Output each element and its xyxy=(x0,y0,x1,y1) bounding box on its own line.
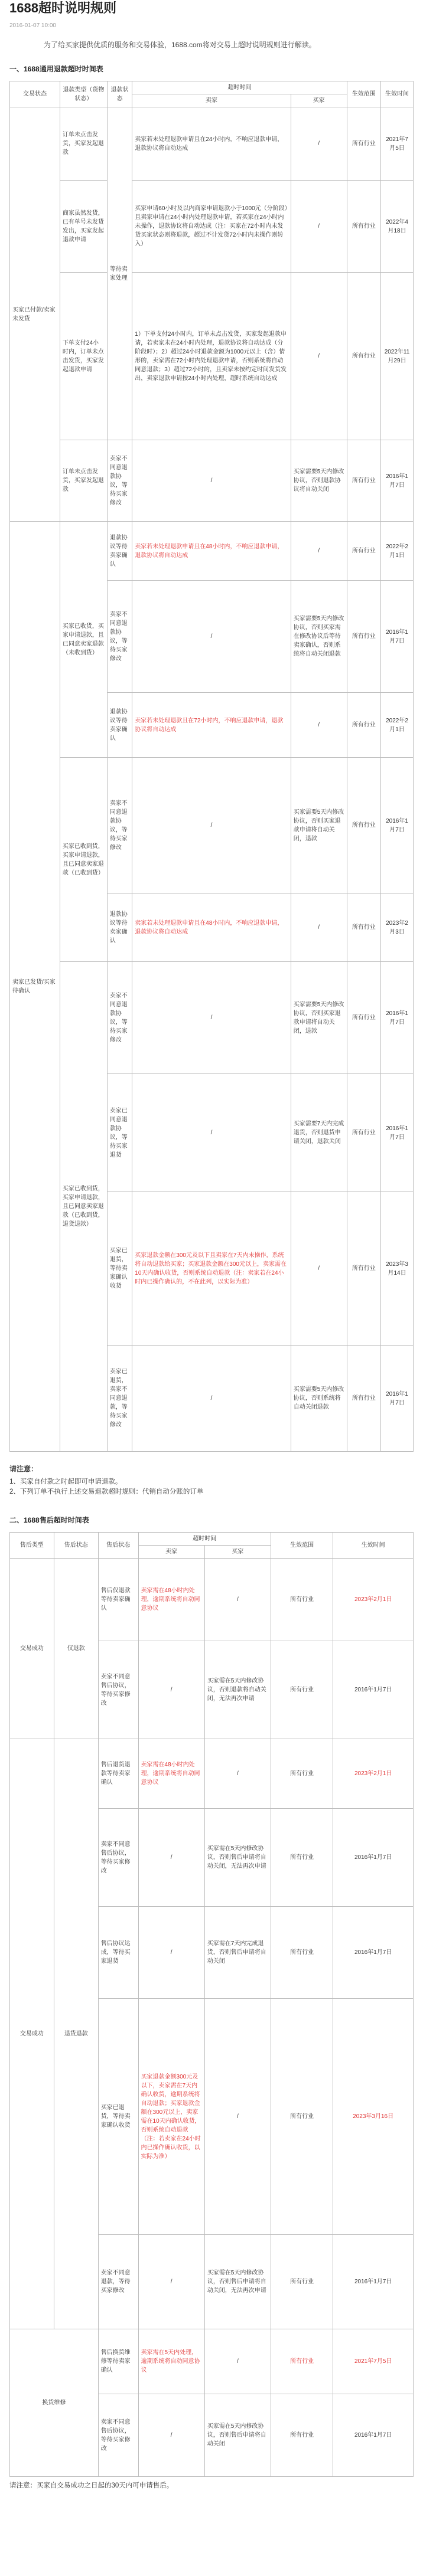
refund-state-cell: 卖家已退货，卖家不同意退款，等待买家修改 xyxy=(107,1346,132,1452)
note-item: 2、下列订单不执行上述交易退款超时规则：代销自动分账的订单 xyxy=(9,1488,204,1495)
col-seller: 买家 xyxy=(204,1546,271,1559)
seller-timeout-cell: 卖家若未处理退款申请且在24小时内，不响应退款申请，退款协议将自动达成 xyxy=(132,107,291,181)
table-header-row xyxy=(10,1533,414,1546)
scope-cell: 所有行业 xyxy=(347,440,380,522)
effective-date-cell: 2022年11月29日 xyxy=(381,273,414,440)
buyer-timeout-cell: 买家需要5天内修改协议，否则退款协议将自动关闭 xyxy=(291,440,347,522)
table-row xyxy=(10,107,414,181)
refund-type-cell: 订单未点击发货，买家发起退款 xyxy=(60,107,107,181)
buyer-timeout-cell: 买家需要5天内修改协议，否则买家退款申请将自动关闭，退款 xyxy=(291,758,347,893)
aftersale-status-cell: 买家已退货，等待卖家确认收货 xyxy=(98,1999,138,2235)
page-title: 1688超时说明规则 xyxy=(9,1,116,15)
seller-timeout-cell: 买家申请60小时及以内商家申请退款小于1000元（分阶段）且卖家申请在24小时内处理退款申请，若买家在24小时内未操作，退款协议将自动达成（注：买家在72小时内未发货买家状态则将退款，超过不计发货72小时内未操作则转入） xyxy=(132,181,291,273)
table-row xyxy=(10,2329,414,2394)
scope-cell: 所有行业 xyxy=(271,1809,333,1907)
buyer-timeout-cell: / xyxy=(291,107,347,181)
note-item: 1、买家自付款之时起即可申请退款。 xyxy=(9,1478,122,1485)
seller-timeout-cell: 买家退款金额在300元及以下且卖家在7天内未操作，系统将自动退款给买家；买家退款金额在300元以上，卖家需在10天内确认收货，否则系统自动退款（注：卖家若在24小时内已操作确认的，不在此列，以实际为准） xyxy=(132,1192,291,1346)
seller-timeout-cell: 卖家需在48小时内处理，逾期系统将自动同意协议 xyxy=(138,1739,204,1809)
buyer-timeout-cell: 买家需要5天内修改协议，否则买家退款申请将自动关闭，退款 xyxy=(291,962,347,1074)
buyer-timeout-cell: / xyxy=(291,181,347,273)
scope-cell: 所有行业 xyxy=(347,758,380,893)
col-timeout: 超时时间 xyxy=(138,1533,271,1546)
refund-state-cell: 等待卖家处理 xyxy=(107,107,132,440)
buyer-timeout-cell: / xyxy=(291,693,347,758)
effective-date-cell: 2023年2月1日 xyxy=(333,1559,414,1641)
section-2-heading: 二、1688售后超时时间表 xyxy=(9,1516,89,1524)
aftersale-status-cell: 卖家不同意售后协议，等待买家修改 xyxy=(98,1641,138,1739)
col-effective: 生效时间 xyxy=(333,1533,414,1559)
scope-cell: 所有行业 xyxy=(271,2329,333,2394)
col-aftersale-status: 售后状态 xyxy=(98,1533,138,1559)
seller-timeout-cell: / xyxy=(132,1346,291,1452)
scope-cell: 所有行业 xyxy=(271,2235,333,2329)
buyer-timeout-cell: 买家需要7天内完成退货，否则退货申请关闭，退款关闭 xyxy=(291,1074,347,1192)
aftersale-subtype-cell: 退货退款 xyxy=(54,1739,98,2329)
table-row xyxy=(10,522,414,581)
aftersale-status-cell: 售后协议达成，等待买家退货 xyxy=(98,1907,138,1999)
effective-date-cell: 2021年7月5日 xyxy=(381,107,414,181)
buyer-timeout-cell: 买家需在5天内修改协议，否则售后申请将自动关闭，无法再次申请 xyxy=(204,1809,271,1907)
scope-cell: 所有行业 xyxy=(347,107,380,181)
buyer-timeout-cell: / xyxy=(291,893,347,962)
seller-timeout-cell: / xyxy=(132,440,291,522)
seller-timeout-cell: 卖家需在5天内处理，逾期系统将自动同意协议 xyxy=(138,2329,204,2394)
refund-state-cell: 卖家已同意退款协议，等待买家退货 xyxy=(107,1074,132,1192)
effective-date-cell: 2016年1月7日 xyxy=(381,962,414,1074)
effective-date-cell: 2023年2月1日 xyxy=(333,1739,414,1809)
effective-date-cell: 2023年3月16日 xyxy=(333,1999,414,2235)
refund-type-cell: 商家虽然发货，已有单号未发货发出，买家发起退款申请 xyxy=(60,181,107,273)
effective-date-cell: 2016年1月7日 xyxy=(333,1907,414,1999)
col-trade-state: 交易状态 xyxy=(10,81,60,107)
section-1-heading: 一、1688通用退款超时时间表 xyxy=(9,65,103,73)
aftersale-status-cell: 卖家不同意售后协议，等待买家修改 xyxy=(98,2394,138,2477)
buyer-timeout-cell: / xyxy=(291,1192,347,1346)
aftersale-timeout-table xyxy=(9,1532,414,2477)
trade-state-cell: 买家已付款/卖家未发货 xyxy=(10,107,60,522)
col-timeout: 超时时间 xyxy=(132,81,347,94)
col-scope: 生效范围 xyxy=(347,81,380,107)
scope-cell: 所有行业 xyxy=(347,1074,380,1192)
scope-cell: 所有行业 xyxy=(347,962,380,1074)
table-row xyxy=(10,440,414,522)
scope-cell: 所有行业 xyxy=(347,893,380,962)
trade-state-cell: 卖家已发货/买家待确认 xyxy=(10,522,60,1452)
effective-date-cell: 2016年1月7日 xyxy=(333,2235,414,2329)
effective-date-cell: 2022年2月1日 xyxy=(381,693,414,758)
aftersale-status-cell: 卖家不同意退款，等待买家修改 xyxy=(98,2235,138,2329)
seller-timeout-cell: 卖家若未处理退款申请且在48小时内，不响应退款申请，退款协议将自动达成 xyxy=(132,522,291,581)
table-row xyxy=(10,273,414,440)
table-row xyxy=(10,962,414,1074)
footer-note: 请注意：买家自交易成功之日起的30天内可申请售后。 xyxy=(9,2482,174,2489)
seller-timeout-cell: / xyxy=(138,1641,204,1739)
col-seller: 卖家 xyxy=(132,94,291,107)
seller-timeout-cell: / xyxy=(138,2394,204,2477)
aftersale-type-cell: 交易成功 xyxy=(10,1559,54,1739)
seller-timeout-cell: 卖家若未处理退款且在72小时内，不响应退款申请，退款协议将自动达成 xyxy=(132,693,291,758)
table-header-row xyxy=(10,81,414,94)
refund-state-cell: 卖家不同意退款协议，等待买家修改 xyxy=(107,962,132,1074)
col-aftersale-type: 售后类型 xyxy=(10,1533,54,1559)
refund-type-cell: 订单未点击发货，买家发起退款 xyxy=(60,440,107,522)
refund-state-cell: 卖家不同意退款协议，等待买家修改 xyxy=(107,440,132,522)
effective-date-cell: 2022年4月18日 xyxy=(381,181,414,273)
seller-timeout-cell: / xyxy=(138,1907,204,1999)
notes-title: 请注意： xyxy=(9,1465,38,1473)
buyer-timeout-cell: / xyxy=(204,1739,271,1809)
refund-state-cell: 卖家不同意退款协议，等待买家修改 xyxy=(107,758,132,893)
col-aftersale-subtype: 售后状态 xyxy=(54,1533,98,1559)
table-row xyxy=(10,758,414,893)
effective-date-cell: 2016年1月7日 xyxy=(381,581,414,693)
table-row xyxy=(10,181,414,273)
table-row xyxy=(10,1559,414,1641)
scope-cell: 所有行业 xyxy=(271,1907,333,1999)
refund-type-cell: 买家已收到货，买家申请退款，且已同意卖家退款（已收到货，退货退款） xyxy=(60,962,107,1452)
refund-timeout-table xyxy=(9,81,414,1452)
aftersale-status-cell: 卖家不同意售后协议，等待买家修改 xyxy=(98,1809,138,1907)
refund-state-cell: 退款协议等待卖家确认 xyxy=(107,693,132,758)
seller-timeout-cell: / xyxy=(132,962,291,1074)
seller-timeout-cell: 买家退款金额300元及以下，卖家需在7天内确认收货，逾期系统将自动退款；买家退款金额在300元以上，卖家需在10天内确认收货，否则系统自动退款（注：若卖家在24小时内已操作确认收货，以实际为准） xyxy=(138,1999,204,2235)
aftersale-status-cell: 售后退货退款等待卖家确认 xyxy=(98,1739,138,1809)
aftersale-type-cell: 换货维修 xyxy=(10,2329,99,2477)
aftersale-status-cell: 售后仅退款等待卖家确认 xyxy=(98,1559,138,1641)
col-refund-type: 退款类型（货物状态） xyxy=(60,81,107,107)
scope-cell: 所有行业 xyxy=(347,581,380,693)
seller-timeout-cell: 1）下单支付24小时内，订单未点击发货，买家发起退款申请，若卖家未在24小时内处理，退款协议将自动达成（分阶段时）；2）超过24小时退款金额为1000元以上（含）情形的，卖家需在72小时内处理退款申请，否则系统将自动同意退款；3）超过72小时的，且卖家未按约定时间发货发出，卖家退款申请按24小时内处理，超时系统自动达成 xyxy=(132,273,291,440)
col-buyer: 卖家 xyxy=(138,1546,204,1559)
refund-state-cell: 卖家不同意退款协议，等待买家修改 xyxy=(107,581,132,693)
scope-cell: 所有行业 xyxy=(271,1559,333,1641)
seller-timeout-cell: 卖家需在48小时内处理，逾期系统将自动同意协议 xyxy=(138,1559,204,1641)
buyer-timeout-cell: / xyxy=(204,2329,271,2394)
scope-cell: 所有行业 xyxy=(347,1346,380,1452)
effective-date-cell: 2023年3月14日 xyxy=(381,1192,414,1346)
refund-state-cell: 买家已退货，等待卖家确认收货 xyxy=(107,1192,132,1346)
seller-timeout-cell: / xyxy=(138,1809,204,1907)
aftersale-subtype-cell: 仅退款 xyxy=(54,1559,98,1739)
effective-date-cell: 2022年2月1日 xyxy=(381,522,414,581)
buyer-timeout-cell: / xyxy=(291,273,347,440)
refund-type-cell: 下单支付24小时内，订单未点击发货，买家发起退款申请 xyxy=(60,273,107,440)
buyer-timeout-cell: 买家需在5天内修改协议，否则退款将自动关闭，无法再次申请 xyxy=(204,1641,271,1739)
effective-date-cell: 2023年2月3日 xyxy=(381,893,414,962)
effective-date-cell: 2016年1月7日 xyxy=(333,1641,414,1739)
col-refund-state: 退款状态 xyxy=(107,81,132,107)
buyer-timeout-cell: 买家需在5天内修改协议，否则售后申请将自动关闭，无法再次申请 xyxy=(204,2235,271,2329)
refund-state-cell: 退款协议等待卖家确认 xyxy=(107,893,132,962)
buyer-timeout-cell: / xyxy=(204,1999,271,2235)
effective-date-cell: 2016年1月7日 xyxy=(381,440,414,522)
aftersale-status-cell: 售后换货维修等待卖家确认 xyxy=(98,2329,138,2394)
scope-cell: 所有行业 xyxy=(271,1641,333,1739)
scope-cell: 所有行业 xyxy=(347,181,380,273)
seller-timeout-cell: / xyxy=(132,758,291,893)
refund-state-cell: 退款协议等待卖家确认 xyxy=(107,522,132,581)
col-scope: 生效范围 xyxy=(271,1533,333,1559)
notes-list xyxy=(9,1477,414,1497)
scope-cell: 所有行业 xyxy=(271,1999,333,2235)
refund-type-cell: 买家已收到货，买家申请退款，且已同意卖家退款（已收到货） xyxy=(60,758,107,962)
scope-cell: 所有行业 xyxy=(271,1739,333,1809)
col-buyer: 买家 xyxy=(291,94,347,107)
intro-paragraph: 为了给买家提供优质的服务和交易体验，1688.com将对交易上超时说明规则进行解读。 xyxy=(44,41,316,49)
seller-timeout-cell: 卖家若未处理退款申请且在48小时内，不响应退款申请，退款协议将自动达成 xyxy=(132,893,291,962)
publish-date: 2016-01-07 10:00 xyxy=(9,22,56,29)
effective-date-cell: 2016年1月7日 xyxy=(333,1809,414,1907)
effective-date-cell: 2016年1月7日 xyxy=(381,1074,414,1192)
buyer-timeout-cell: 买家需在7天内完成退货，否则售后申请将自动关闭 xyxy=(204,1907,271,1999)
refund-type-cell: 买家已收货，买家申请退款，且已同意卖家退款（未收到货） xyxy=(60,522,107,758)
scope-cell: 所有行业 xyxy=(347,1192,380,1346)
scope-cell: 所有行业 xyxy=(347,273,380,440)
effective-date-cell: 2016年1月7日 xyxy=(333,2394,414,2477)
aftersale-type-cell: 交易成功 xyxy=(10,1739,54,2329)
buyer-timeout-cell: / xyxy=(204,1559,271,1641)
buyer-timeout-cell: 买家需要5天内修改协议，否则系统将自动关闭退款 xyxy=(291,1346,347,1452)
effective-date-cell: 2016年1月7日 xyxy=(381,1346,414,1452)
effective-date-cell: 2016年1月7日 xyxy=(381,758,414,893)
seller-timeout-cell: / xyxy=(132,1074,291,1192)
effective-date-cell: 2021年7月5日 xyxy=(333,2329,414,2394)
scope-cell: 所有行业 xyxy=(347,693,380,758)
scope-cell: 所有行业 xyxy=(347,522,380,581)
scope-cell: 所有行业 xyxy=(271,2394,333,2477)
buyer-timeout-cell: 买家需要5天内修改协议，否则买家需在修改协议后等待卖家确认，否则系统将自动关闭退款 xyxy=(291,581,347,693)
buyer-timeout-cell: 买家需在5天内修改协议，否则售后申请将自动关闭 xyxy=(204,2394,271,2477)
buyer-timeout-cell: / xyxy=(291,522,347,581)
col-effective: 生效时间 xyxy=(381,81,414,107)
seller-timeout-cell: / xyxy=(132,581,291,693)
seller-timeout-cell: / xyxy=(138,2235,204,2329)
table-row xyxy=(10,1739,414,1809)
